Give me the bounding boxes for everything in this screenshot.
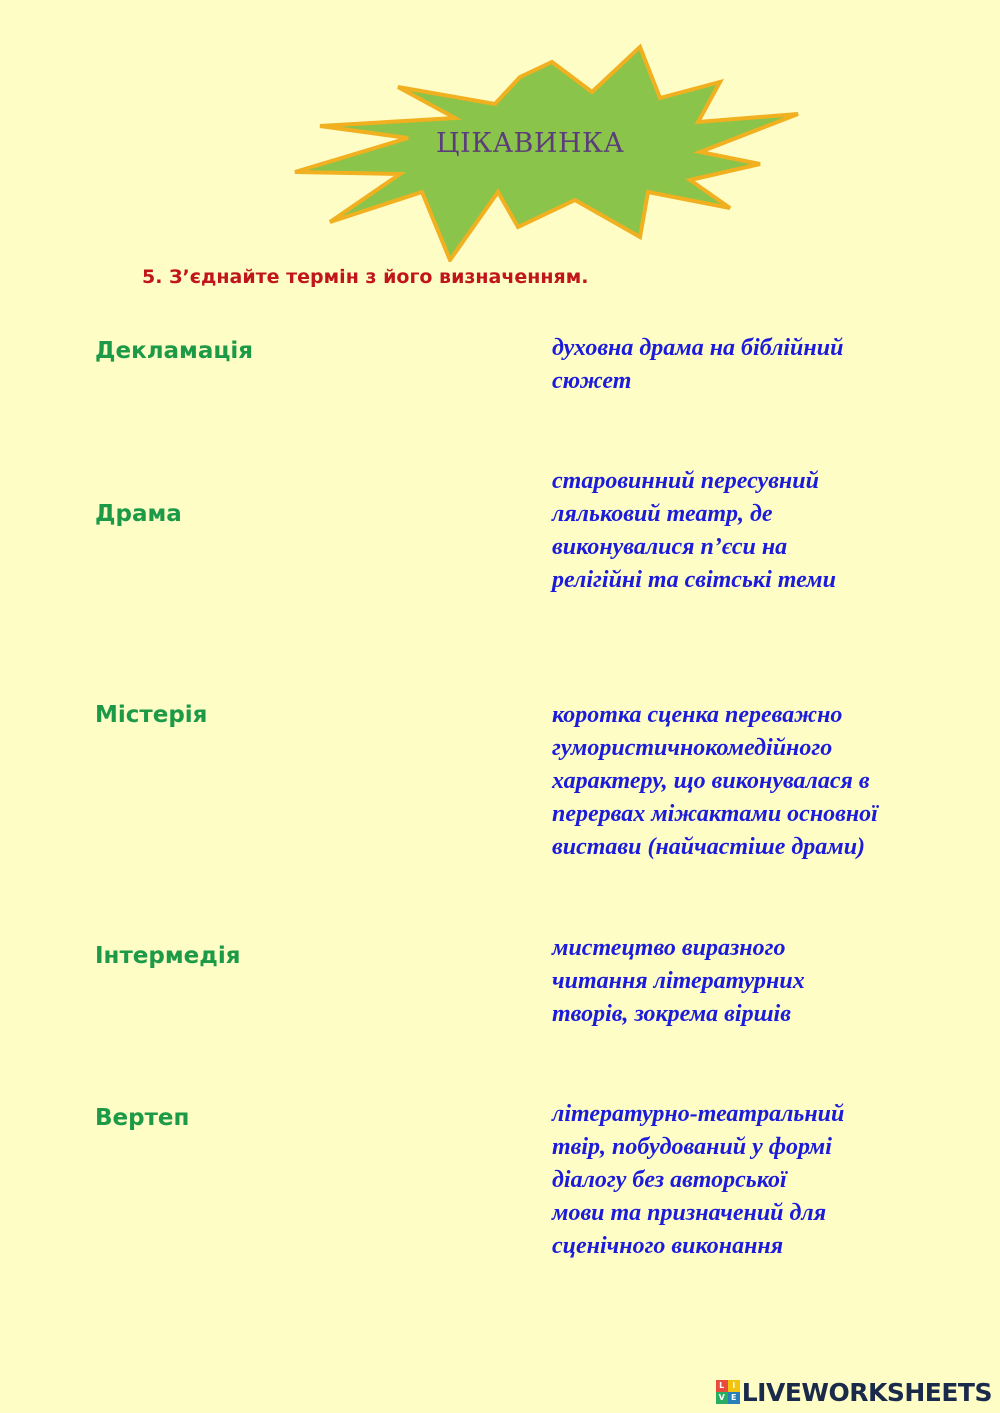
definition-line: сюжет bbox=[552, 368, 632, 394]
definition-line: ляльковий театр, де bbox=[552, 501, 773, 527]
definition-line: літературно-театральний bbox=[552, 1101, 845, 1127]
definition-line: твір, побудований у формі bbox=[552, 1134, 832, 1160]
definition-line: діалогу без авторської bbox=[552, 1167, 787, 1193]
definition-line: творів, зокрема віршів bbox=[552, 1001, 791, 1027]
term-2[interactable]: Драма bbox=[95, 501, 182, 527]
definition-line: коротка сценка переважно bbox=[552, 702, 843, 728]
definition-line: вистави (найчастіше драми) bbox=[552, 834, 866, 860]
term-4[interactable]: Інтермедія bbox=[95, 943, 241, 969]
definition-4[interactable] bbox=[552, 932, 952, 1031]
definition-line: духовна драма на біблійний bbox=[552, 335, 844, 361]
definition-5[interactable] bbox=[552, 1098, 952, 1263]
definition-3[interactable] bbox=[552, 699, 952, 864]
logo-mark-icon: L I V E bbox=[716, 1380, 740, 1404]
definition-line: перервах міжактами основної bbox=[552, 801, 878, 827]
term-3[interactable]: Містерія bbox=[95, 702, 208, 728]
definition-line: гумористичнокомедійного bbox=[552, 735, 833, 761]
definition-line: виконувалися п’єси на bbox=[552, 534, 788, 560]
term-5[interactable]: Вертеп bbox=[95, 1105, 190, 1131]
definition-line: читання літературних bbox=[552, 968, 805, 994]
definition-2[interactable] bbox=[552, 465, 952, 597]
header-burst bbox=[290, 42, 810, 262]
term-1[interactable]: Декламація bbox=[95, 338, 254, 364]
definition-line: сценічного виконання bbox=[552, 1233, 784, 1259]
definition-line: релігійні та світські теми bbox=[552, 567, 836, 593]
liveworksheets-logo bbox=[716, 1377, 992, 1407]
definition-line: мови та призначений для bbox=[552, 1200, 827, 1226]
definition-1[interactable] bbox=[552, 332, 952, 398]
logo-text: LIVEWORKSHEETS bbox=[741, 1377, 992, 1407]
task-instruction: 5. З’єднайте термін з його визначенням. bbox=[142, 266, 589, 288]
definition-line: характеру, що виконувалася в bbox=[552, 768, 870, 794]
definition-line: мистецтво виразного bbox=[552, 935, 786, 961]
definition-line: старовинний пересувний bbox=[552, 468, 819, 494]
burst-title: ЦІКАВИНКА bbox=[436, 128, 625, 159]
